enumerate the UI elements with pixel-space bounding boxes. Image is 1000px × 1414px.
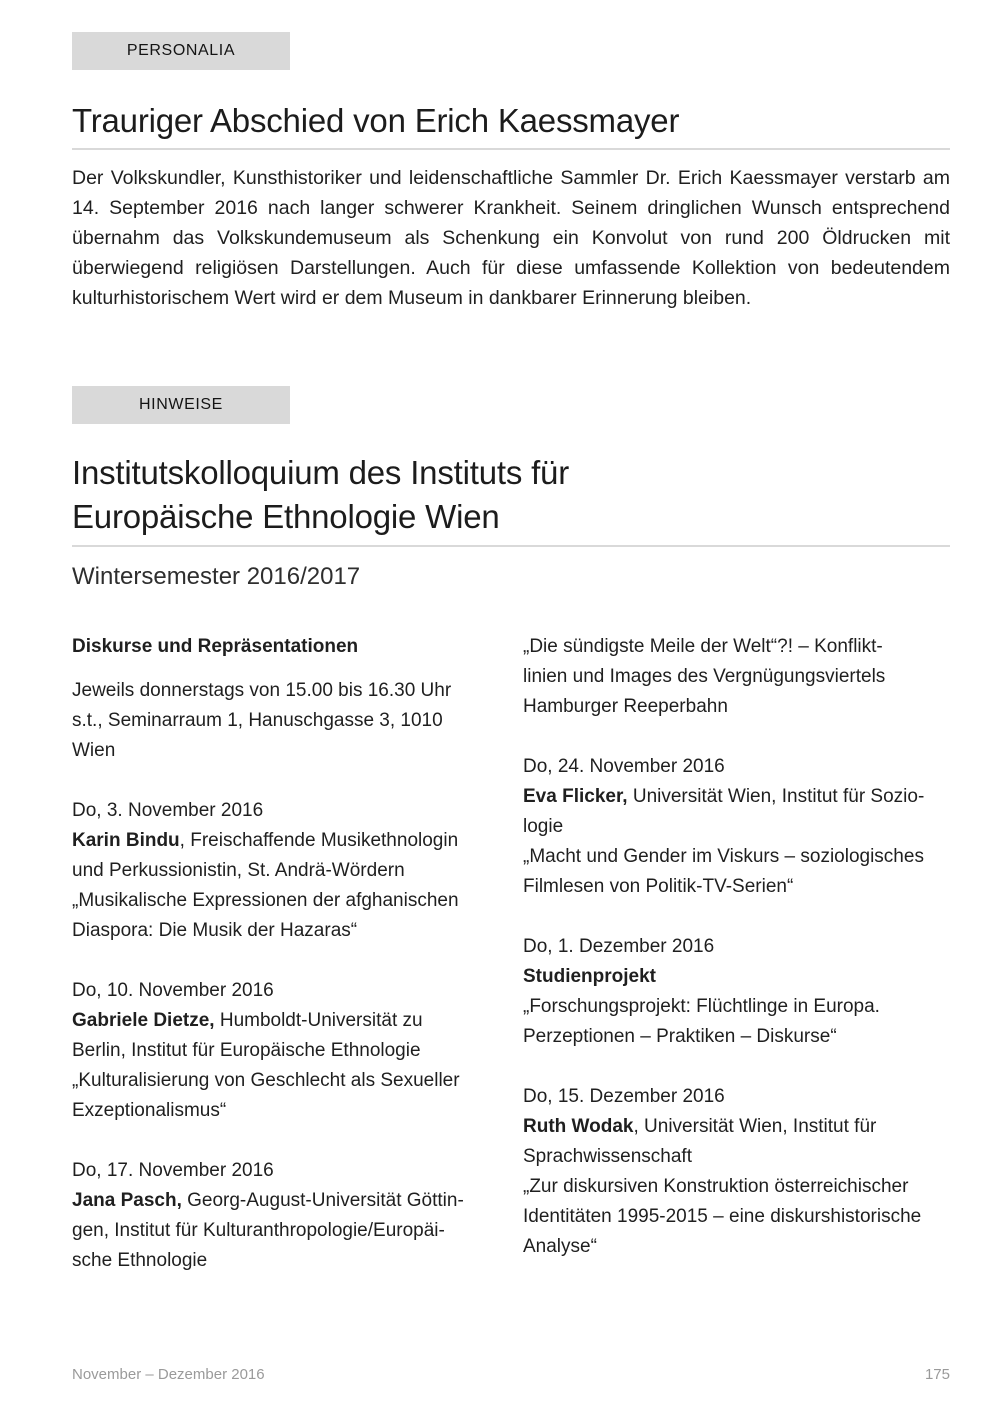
text-segment: „Forschungsprojekt: Flüchtlinge in Europa. <box>523 996 880 1017</box>
text-segment: Analyse“ <box>523 1236 597 1257</box>
text-segment: und Perkussionistin, St. Andrä-Wördern <box>72 860 405 881</box>
bold-name: Eva Flicker, <box>523 786 628 807</box>
text-line <box>72 676 487 706</box>
text-line <box>523 812 950 842</box>
text-line <box>72 1186 487 1216</box>
text-segment: gen, Institut für Kulturanthropologie/Europäi- <box>72 1220 445 1241</box>
text-line <box>523 692 950 722</box>
text-segment: Diaspora: Die Musik der Hazaras“ <box>72 920 358 941</box>
event-2016-11-17-talk-title <box>523 632 950 722</box>
text-line <box>523 662 950 692</box>
text-line <box>523 872 950 902</box>
article-body: Der Volkskundler, Kunsthistoriker und leidenschaftliche Sammler Dr. Erich Kaessmayer verstarb am 14. September 2016 nach langer schwerer Krankheit. Seinem dringlichen Wunsch entsprechend übernahm das Volkskundemuseum als Schenkung ein Konvolut von rund 200 Öldrucken mit überwiegend religiösen Darstellungen. Auch für diese umfassende Kollektion von bedeutendem kulturhistorischem Wert wird er dem Museum in dankbarer Erinnerung bleiben. <box>72 167 950 309</box>
event-2016-11-10 <box>72 976 487 1126</box>
bold-name: Diskurse und Repräsentationen <box>72 636 359 657</box>
text-line <box>72 632 487 662</box>
text-segment: „Zur diskursiven Konstruktion österreichischer <box>523 1176 909 1197</box>
text-segment: , Freischaffende Musikethnologin <box>179 830 459 851</box>
section-badge-hinweise: HINWEISE <box>72 386 290 424</box>
text-line <box>523 632 950 662</box>
text-line <box>72 856 487 886</box>
text-segment: „Musikalische Expressionen der afghanischen <box>72 890 459 911</box>
bold-name: Studienprojekt <box>523 966 657 987</box>
text-line <box>523 1172 950 1202</box>
text-segment: Do, 17. November 2016 <box>72 1160 274 1181</box>
text-line <box>72 1096 487 1126</box>
event-2016-11-17 <box>72 1156 487 1276</box>
text-segment: logie <box>523 816 564 837</box>
text-segment: Do, 24. November 2016 <box>523 756 725 777</box>
text-line <box>523 932 950 962</box>
text-line <box>72 1216 487 1246</box>
text-segment: Hamburger Reeperbahn <box>523 696 728 717</box>
text-line <box>523 1202 950 1232</box>
text-segment: Georg-August-Universität Göttin- <box>181 1190 464 1211</box>
text-line <box>72 916 487 946</box>
text-line <box>72 826 487 856</box>
event-2016-11-03 <box>72 796 487 946</box>
text-segment: „Macht und Gender im Viskurs – soziologisches <box>523 846 924 867</box>
text-line <box>523 782 950 812</box>
article-title: Trauriger Abschied von Erich Kaessmayer <box>72 102 680 139</box>
text-line <box>72 1006 487 1036</box>
colloquium-divider <box>72 545 950 547</box>
colloquium-title <box>72 451 950 539</box>
text-segment: Universität Wien, Institut für Sozio- <box>627 786 925 807</box>
text-segment: Wien <box>72 740 116 761</box>
colloquium-title-line2: Europäische Ethnologie Wien <box>72 498 500 535</box>
text-segment: sche Ethnologie <box>72 1250 208 1271</box>
text-line <box>72 796 487 826</box>
text-line <box>523 992 950 1022</box>
text-line <box>523 1232 950 1262</box>
page-footer <box>72 1366 950 1384</box>
text-line <box>523 1082 950 1112</box>
event-2016-11-24 <box>523 752 950 902</box>
text-segment: Do, 1. Dezember 2016 <box>523 936 715 957</box>
text-segment: Jeweils donnerstags von 15.00 bis 16.30 Uhr <box>72 680 452 701</box>
bold-name: Gabriele Dietze, <box>72 1010 215 1031</box>
text-segment: „Die sündigste Meile der Welt“?! – Konflikt- <box>523 636 883 657</box>
text-line <box>72 736 487 766</box>
series-title <box>72 632 487 662</box>
title-divider <box>72 148 950 150</box>
text-segment: s.t., Seminarraum 1, Hanuschgasse 3, 1010 <box>72 710 443 731</box>
bold-name: Jana Pasch, <box>72 1190 182 1211</box>
text-segment: linien und Images des Vergnügungsviertels <box>523 666 886 687</box>
text-segment: Do, 15. Dezember 2016 <box>523 1086 725 1107</box>
text-line <box>72 1246 487 1276</box>
page-number: 175 <box>924 1366 950 1383</box>
text-segment: Exzeptionalismus“ <box>72 1100 227 1121</box>
text-line <box>72 1156 487 1186</box>
series-schedule <box>72 676 487 766</box>
event-2016-12-01 <box>523 932 950 1052</box>
event-columns <box>72 632 950 1276</box>
text-line <box>523 1112 950 1142</box>
bold-name: Karin Bindu <box>72 830 180 851</box>
text-segment: Berlin, Institut für Europäische Ethnologie <box>72 1040 421 1061</box>
text-segment: , Universität Wien, Institut für <box>633 1116 877 1137</box>
footer-issue-label: November – Dezember 2016 <box>72 1366 265 1383</box>
text-segment: Do, 10. November 2016 <box>72 980 274 1001</box>
colloquium-title-line1: Institutskolloquium des Instituts für <box>72 454 569 491</box>
text-segment: Identitäten 1995-2015 – eine diskurshistorische <box>523 1206 922 1227</box>
text-segment: Sprachwissenschaft <box>523 1146 692 1167</box>
right-column <box>523 632 950 1276</box>
text-line <box>72 886 487 916</box>
text-line <box>523 1022 950 1052</box>
text-segment: „Kulturalisierung von Geschlecht als Sexueller <box>72 1070 460 1091</box>
text-line <box>72 1036 487 1066</box>
semester-subtitle: Wintersemester 2016/2017 <box>72 563 361 590</box>
text-segment: Perzeptionen – Praktiken – Diskurse“ <box>523 1026 837 1047</box>
text-segment: Filmlesen von Politik-TV-Serien“ <box>523 876 794 897</box>
text-line <box>72 976 487 1006</box>
text-segment: Humboldt-Universität zu <box>214 1010 423 1031</box>
bold-name: Ruth Wodak <box>523 1116 634 1137</box>
text-line <box>523 842 950 872</box>
section-badge-personalia: PERSONALIA <box>72 32 290 70</box>
text-segment: Do, 3. November 2016 <box>72 800 264 821</box>
text-line <box>523 752 950 782</box>
text-line <box>523 1142 950 1172</box>
text-line <box>72 706 487 736</box>
text-line <box>523 962 950 992</box>
event-2016-12-15 <box>523 1082 950 1262</box>
left-column <box>72 632 487 1276</box>
text-line <box>72 1066 487 1096</box>
